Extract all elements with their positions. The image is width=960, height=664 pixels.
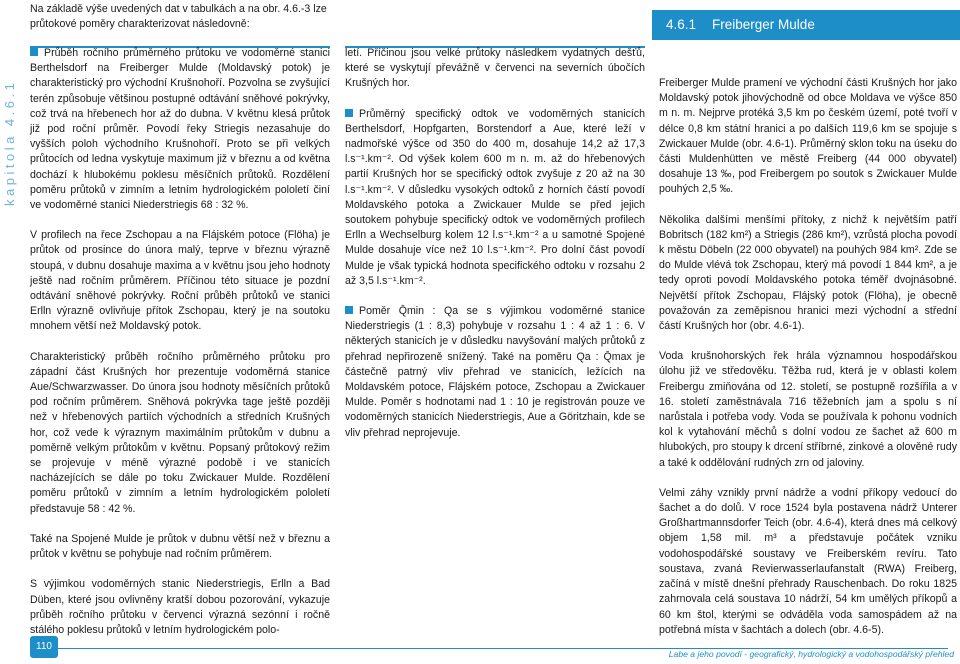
- paragraph: Freiberger Mulde pramení ve východní části Krušných hor jako Moldavský potok jihovýchodně od obce Moldava ve výšce 850 m n. m. Nejprve protéká 3,5 km po českém území, poté tvoří v délce 0,8 km státní hranici a po dalších 119,6 km se spojuje s Zwickauer Mulde (obr. 4.6-1). Průměrný sklon toku na úseku do části Muldenhütten ve městě Freiberg (44 000 obyvatel) dosahuje 13 ‰, pod Freibergem po soutok s Zwickauer Mulde pouhých 2,5 ‰.: [659, 77, 957, 196]
- paragraph: letí. Příčinou jsou velké průtoky následkem vydatných dešťů, které se vyskytují převážně v červenci na severních úbočích Krušných hor.: [345, 47, 645, 90]
- paragraph: Velmi záhy vznikly první nádrže a vodní příkopy vedoucí do šachet a do dolů. V roce 1524 byla postavena nádrž Unterer Großhartmannsdorfer Teich (obr. 4.6-4), která dnes má celkový objem 1,58 mil. m³ a představuje počátek vzniku vodohospodářské soustavy ve Freiberském revíru. Tato soustava, zvaná Revierwasserlaufanstalt (RWA) Freiberg, začíná v místě dnešní přehrady Rauschenbach. Do roku 1825 zahrnovala celá soustava 10 nádrží, 54 km umělých příkopů a 60 km štol, kterými se odváděla voda samospádem až na potřebná místa v šachtách a dolech (obr. 4.6-5).: [659, 486, 957, 636]
- paragraph: Průměrný specifický odtok ve vodoměrných stanicích Berthelsdorf, Hopfgarten, Borstendorf a Aue, které leží v nadmořské výšce od 350 do 400 m, dosahuje 14,2 až 17,3 l.s⁻¹.km⁻². Od výšek kolem 600 m n. m. až do hřebenových partií Krušných hor se specifický odtok zvyšuje z 20 až na 30 l.s⁻¹.km⁻². V důsledku vysokých odtoků z horních částí povodí Moldavského potoka a Zwickauer Mulde se před jejich soutokem pohybuje specifický odtok ve vodoměrných profilech Erlln a Wechselburg kolem 12 l.s⁻¹.km⁻² a u samotné Spojené Mulde dosahuje více než 10 l.s⁻¹.km⁻². Pro dolní část povodí Mulde je však typická hodnota specifického odtoku v rozsahu 2 až 3,5 l.s⁻¹.km⁻².: [345, 107, 645, 287]
- paragraph: Poměr Q̄min : Qa se s výjimkou vodoměrné stanice Niederstriegis (1 : 8,3) pohybuje v rozsahu 1 : 4 až 1 : 6. V některých stanicích je v důsledku navyšování malých průtoků z přehrad nepřirozeně snížený. Také na poměru Qa : Q̄max je částečně patrný vliv přehrad ve stanicích, ležících na Moldavském potoce, Flájském potoce, Zschopau a Zwickauer Mulde. Poměr s hodnotami nad 1 : 10 je registrován pouze ve vodoměrných stanicích Niederstriegis, Aue a Göritzhain, kde se vliv přehrad neprojevuje.: [345, 305, 645, 439]
- page-number: 110: [30, 636, 58, 658]
- paragraph: Několika dalšími menšími přítoky, z nichž k největším patří Bobritsch (182 km²) a Striegis (286 km²), vzrůstá plocha povodí k městu Döbeln (22 000 obyvatel) na pouhých 984 km². Zde se do Mulde vlévá tok Zschopau, který má povodí 1 844 km², a je tedy oproti povodí Moldavského potoka téměř dvojnásobné. Největší přítok Zschopau, Flájský potok (Flöha), je obecně považován za zeměpisnou hranici mezi východní a střední částí Krušných hor (obr. 4.6-1).: [659, 213, 957, 333]
- paragraph: Průběh ročního průměrného průtoku ve vodoměrné stanici Berthelsdorf na Freiberger Mulde (Moldavský potok) je charakteristický pro východní Krušnohoří. Pozvolna se zvyšující terén způsobuje většinou postupné odtávání sněhové pokrývky, což trvá na hřebenech hor až do dubna. V květnu klesá průtok již pod roční průměr. Povodí řeky Striegis nezasahuje do vyšších poloh východního Krušnohoří. Proto se při velkých průtocích od ledna vyskytuje maximum již v březnu a od května dochází k hlubokému poklesu měsíčních průtoků. Rozdělení poměru průtoků v zimním a letním hydrologickém pololetí činí ve vodoměrné stanici Niederstriegis 68 : 32 %.: [30, 47, 330, 212]
- column-middle: [345, 46, 645, 441]
- column-left: [30, 46, 330, 638]
- section-title: Freiberger Mulde: [712, 17, 815, 32]
- paragraph: V profilech na řece Zschopau a na Flájském potoce (Flöha) je průtok od prosince do února malý, teprve v březnu výrazně stoupá, v dubnu dosahuje maxima a v květnu jsou jeho hodnoty ještě nad ročním průměrem. Příčinou této situace je pozdní odtávání sněhové pokrývky. Roční průběh průtoků ve stanici Erlln výrazně ovlivňuje přítok Zschopau, který je na soutoku mnohem větší než Moldavský potok.: [30, 229, 330, 333]
- paragraph: Také na Spojené Mulde je průtok v dubnu větší než v březnu a průtok v květnu se pohybuje nad ročním průměrem.: [30, 532, 330, 561]
- chapter-label: kapitola 4.6.1: [2, 80, 17, 207]
- square-bullet-icon: [345, 109, 353, 117]
- paragraph: Charakteristický průběh ročního průměrného průtoku pro západní část Krušných hor prezentuje vodoměrná stanice Aue/Schwarzwasser. Do února jsou hodnoty měsíčních průtoků pod ročním průměrem. Sněhová pokrývka tage ještě později než v hřebenových partiích východních a středních Krušných hor, což vede k výraznym maximálním průtokům v dubnu a poměrně velkým průtokům v květnu. Popsaný průtokový režim se projevuje v méně výrazné podobě i ve stanicích nacházejících se dále po toku Zwickauer Mulde. Rozdělení poměru průtoků v zimním a letním hydrologickém pololetí představuje 58 : 42 %.: [30, 350, 330, 515]
- footer-text: Labe a jeho povodí - geografický, hydrologický a vodohospodářský přehled: [668, 649, 954, 659]
- section-header: [652, 10, 960, 40]
- paragraph: S výjimkou vodoměrných stanic Niederstriegis, Erlln a Bad Düben, které jsou ovlivněny kratší dobou pozorování, vykazuje průběh ročního průtoku v červenci výrazná sezónní i ročně stálého poklesu průtoků v letním hydrologickém polo-: [30, 578, 330, 636]
- intro-text: Na základě výše uvedených dat v tabulkách a na obr. 4.6.-3 lze průtokové poměry charakterizovat následovně:: [30, 3, 327, 30]
- paragraph: Voda krušnohorských řek hrála významnou hospodářskou úlohu již ve středověku. Těžba rud, která je v oblasti kolem Freibergu zmiňována od 12. století, se postupně rozšířila a v 16. století zaměstnávala 716 těžebních jam a spolu s ní narůstala i potřeba vody. Voda se používala k pohonu vodních kol k vytahování měchů s dolní vodou ze šachet až 600 m hlubokých, pro stoupy k drcení stříbrné, zinkové a olověné rudy a také k oddělování rudných zrn od jaloviny.: [659, 350, 957, 469]
- section-number: 4.6.1: [666, 17, 697, 32]
- square-bullet-icon: [30, 48, 38, 56]
- column-right: [659, 76, 957, 638]
- square-bullet-icon: [345, 306, 353, 314]
